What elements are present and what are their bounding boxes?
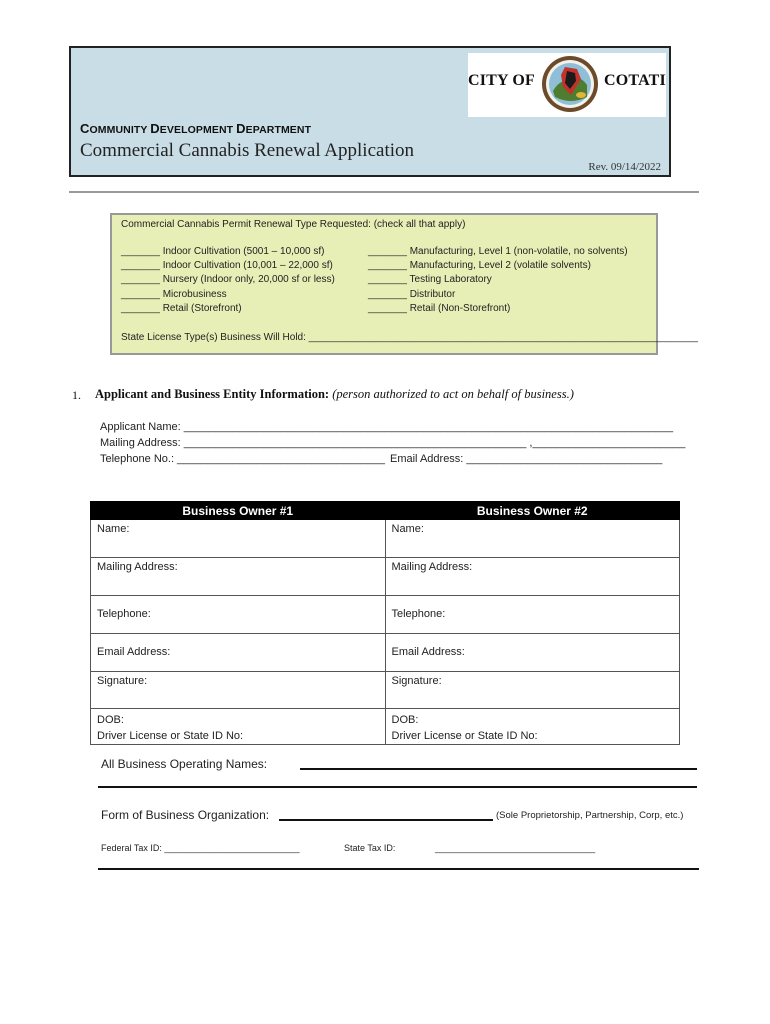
owner-2-email-cell[interactable]: Email Address: xyxy=(385,634,680,672)
permit-option[interactable]: _______ Retail (Storefront) xyxy=(121,302,242,314)
owner-2-signature-cell[interactable]: Signature: xyxy=(385,672,680,709)
permit-option[interactable]: _______ Manufacturing, Level 2 (volatile solvents) xyxy=(368,260,591,272)
header-banner xyxy=(69,46,671,177)
section-title xyxy=(95,387,574,402)
applicant-name-field[interactable]: Applicant Name: ________________________________________________________________________________ xyxy=(100,421,674,433)
permit-type-list-right xyxy=(368,245,628,316)
business-form-label: Form of Business Organization: xyxy=(101,808,270,822)
telephone-field[interactable]: Telephone No.: __________________________________ xyxy=(100,453,386,465)
permit-option[interactable]: _______ Manufacturing, Level 1 (non-volatile, no solvents) xyxy=(368,246,628,257)
owner-2-license-label: Driver License or State ID No: xyxy=(391,730,538,742)
logo-text-city-of: CITY OF xyxy=(468,72,536,89)
owner-1-header: Business Owner #1 xyxy=(91,502,386,520)
mailing-address-field[interactable]: Mailing Address: ________________________________________________________ ,_________________________ xyxy=(100,437,686,449)
revision-date: Rev. 09/14/2022 xyxy=(588,161,661,173)
permit-option[interactable]: _______ Nursery (Indoor only, 20,000 sf or less) xyxy=(121,274,335,286)
state-license-field[interactable]: State License Type(s) Business Will Hold: ______________________________________________________________________ xyxy=(121,332,698,343)
owner-1-license-label: Driver License or State ID No: xyxy=(97,730,244,742)
state-tax-field[interactable]: ________________________________ xyxy=(435,843,596,853)
owner-1-id-cell[interactable] xyxy=(91,709,386,745)
operating-names-line-2[interactable] xyxy=(98,786,697,788)
city-logo xyxy=(468,53,666,117)
owner-2-telephone-cell[interactable]: Telephone: xyxy=(385,596,680,634)
permit-option[interactable]: _______ Distributor xyxy=(368,288,456,300)
permit-option[interactable]: _______ Indoor Cultivation (5001 – 10,000 sf) xyxy=(121,246,325,257)
owner-2-mailing-cell[interactable]: Mailing Address: xyxy=(385,558,680,596)
federal-tax-field[interactable]: Federal Tax ID: ___________________________ xyxy=(101,843,300,853)
permit-option[interactable]: _______ Retail (Non-Storefront) xyxy=(368,302,511,314)
business-form-line[interactable] xyxy=(279,819,493,821)
business-form-note: (Sole Proprietorship, Partnership, Corp, etc.) xyxy=(496,810,684,821)
owner-1-telephone-cell[interactable]: Telephone: xyxy=(91,596,386,634)
owner-1-name-cell[interactable]: Name: xyxy=(91,520,386,558)
owner-1-dob-label: DOB: xyxy=(97,714,124,726)
page-title: Commercial Cannabis Renewal Application xyxy=(80,140,415,161)
bottom-divider xyxy=(98,868,699,870)
permit-option[interactable]: _______ Testing Laboratory xyxy=(368,274,492,286)
owner-2-header: Business Owner #2 xyxy=(385,502,680,520)
operating-names-line-1[interactable] xyxy=(300,768,697,770)
header-divider xyxy=(69,191,699,193)
owner-1-email-cell[interactable]: Email Address: xyxy=(91,634,386,672)
logo-text-cotati: COTATI xyxy=(604,72,666,89)
permit-option[interactable]: _______ Indoor Cultivation (10,001 – 22,000 sf) xyxy=(121,260,333,272)
permit-type-list-left xyxy=(121,245,335,316)
section-title-note: (person authorized to act on behalf of business.) xyxy=(332,387,574,401)
owner-2-name-cell[interactable]: Name: xyxy=(385,520,680,558)
operating-names-label: All Business Operating Names: xyxy=(101,757,268,771)
department-name: COMMUNITY DEVELOPMENT DEPARTMENT xyxy=(80,121,312,136)
owner-1-signature-cell[interactable]: Signature: xyxy=(91,672,386,709)
email-field[interactable]: Email Address: ________________________________ xyxy=(390,453,663,465)
city-seal-icon xyxy=(541,55,599,113)
section-number: 1. xyxy=(72,388,81,402)
permit-type-box xyxy=(110,213,698,355)
permit-type-title: Commercial Cannabis Permit Renewal Type Requested: (check all that apply) xyxy=(121,219,466,230)
owner-2-dob-label: DOB: xyxy=(391,714,419,726)
owner-1-mailing-cell[interactable]: Mailing Address: xyxy=(91,558,386,596)
business-owners-table xyxy=(90,501,680,745)
state-tax-label: State Tax ID: xyxy=(344,843,396,853)
permit-option[interactable]: _______ Microbusiness xyxy=(121,288,227,300)
section-title-bold: Applicant and Business Entity Information: xyxy=(95,387,330,401)
owner-2-id-cell[interactable] xyxy=(385,709,680,745)
